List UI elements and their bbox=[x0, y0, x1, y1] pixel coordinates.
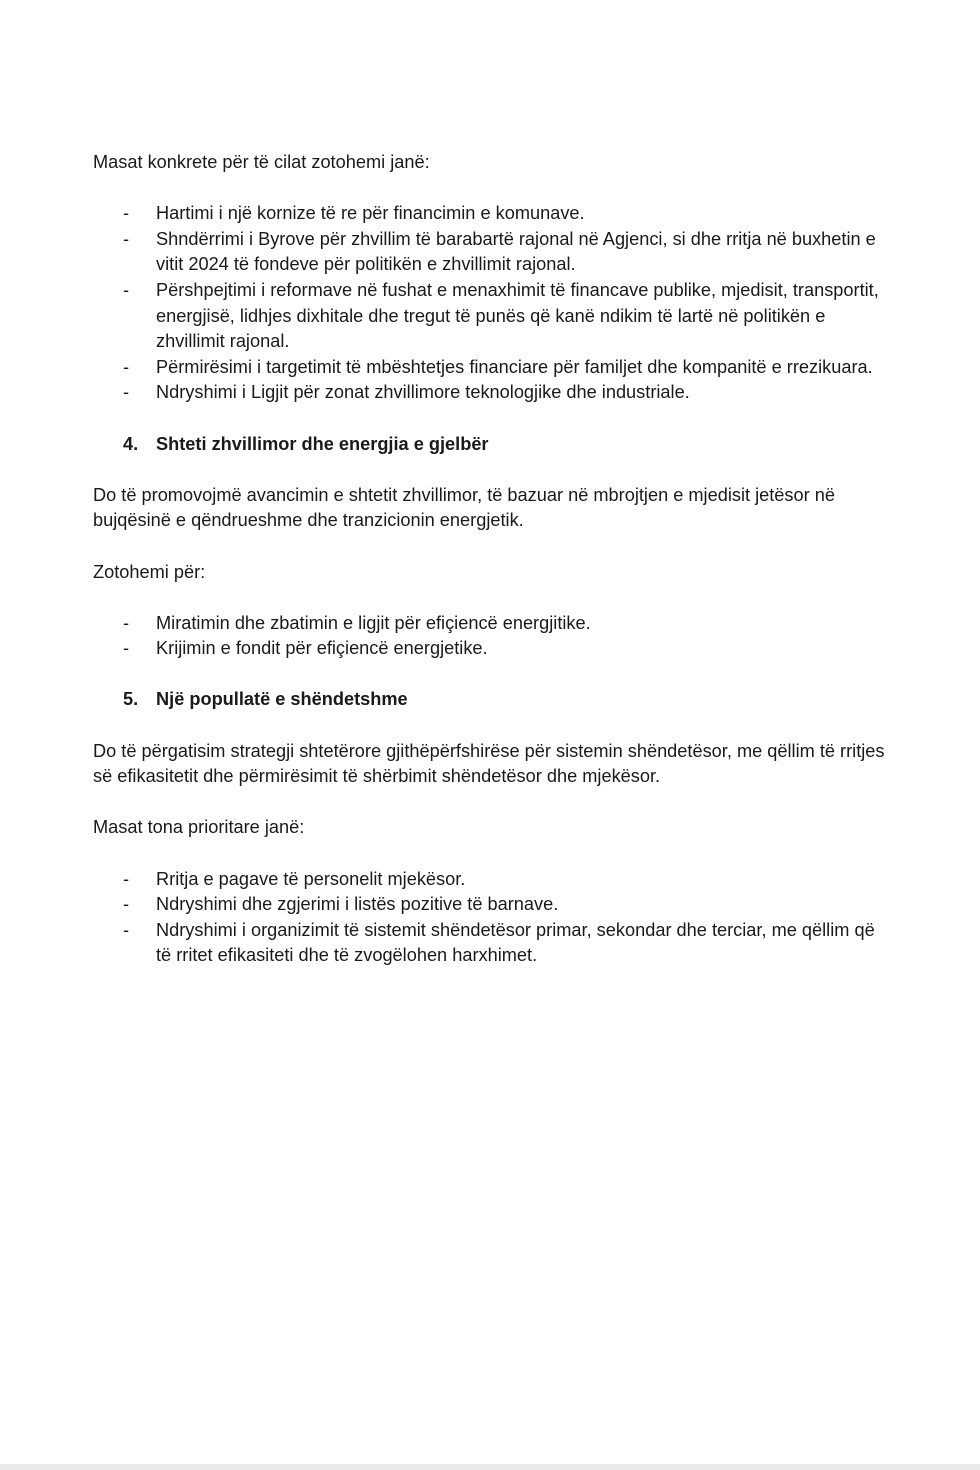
section-5-number: 5. bbox=[123, 689, 139, 710]
section-5-paragraph: Do të përgatisim strategji shtetërore gjithëpërfshirëse për sistemin shëndetësor, me qëllim të rritjes së efikasitetit dhe përmirësimit të shërbimit shëndetësor dhe mjekësor. bbox=[93, 740, 885, 787]
section-4-title: Shteti zhvillimor dhe energjia e gjelbër bbox=[156, 433, 489, 454]
list-item-text: Krijimin e fondit për efiçiencë energjetike. bbox=[156, 638, 488, 659]
list-item-text: Ndryshimi i Ligjit për zonat zhvillimore teknologjike dhe industriale. bbox=[156, 382, 690, 403]
list-item bbox=[93, 201, 893, 227]
list-item-text: Përshpejtimi i reformave në fushat e menaxhimit të financave publike, mjedisit, transportit, energjisë, lidhjes dixhitale dhe tregut të punës që kanë ndikim të lartë në politikën e zhvillimit rajonal. bbox=[156, 279, 879, 352]
bullet-dash: - bbox=[123, 919, 130, 940]
section-5-lead: Masat tona prioritare janë: bbox=[93, 817, 305, 838]
bullet-dash: - bbox=[123, 356, 130, 377]
bullet-dash: - bbox=[123, 868, 130, 889]
list-item-text: Rritja e pagave të personelit mjekësor. bbox=[156, 868, 466, 889]
document-body bbox=[93, 150, 893, 995]
bullet-dash: - bbox=[123, 203, 130, 224]
list-item-text: Hartimi i një kornize të re për financimin e komunave. bbox=[156, 203, 585, 224]
bullet-dash: - bbox=[123, 279, 130, 300]
bullet-dash: - bbox=[123, 638, 130, 659]
list-item bbox=[93, 918, 893, 969]
section-4-heading bbox=[93, 432, 893, 458]
list-item-text: Miratimin dhe zbatimin e ligjit për efiçiencë energjitike. bbox=[156, 612, 591, 633]
intro-paragraph: Masat konkrete për të cilat zotohemi janë: bbox=[93, 152, 430, 172]
list-item bbox=[93, 355, 893, 381]
section-4-paragraph: Do të promovojmë avancimin e shtetit zhvillimor, të bazuar në mbrojtjen e mjedisit jetësor në bujqësinë e qëndrueshme dhe tranzicionin energjetik. bbox=[93, 484, 835, 531]
list-item-text: Përmirësimi i targetimit të mbështetjes financiare për familjet dhe kompanitë e rrezikuara. bbox=[156, 356, 873, 377]
list-item-text: Shndërrimi i Byrove për zhvillim të barabartë rajonal në Agjenci, si dhe rritja në buxhetin e vitit 2024 të fondeve për politikën e zhvillimit rajonal. bbox=[156, 228, 876, 275]
section-4-number: 4. bbox=[123, 433, 139, 454]
section-5-list bbox=[93, 867, 893, 969]
bullet-dash: - bbox=[123, 382, 130, 403]
list-item-text: Ndryshimi dhe zgjerimi i listës pozitive të barnave. bbox=[156, 894, 559, 915]
section-5-title: Një popullatë e shëndetshme bbox=[156, 689, 408, 710]
section-4-lead: Zotohemi për: bbox=[93, 561, 206, 582]
page-bottom-edge bbox=[0, 1464, 980, 1470]
commitments-list bbox=[93, 201, 893, 406]
list-item bbox=[93, 380, 893, 406]
list-item bbox=[93, 278, 893, 355]
list-item-text: Ndryshimi i organizimit të sistemit shëndetësor primar, sekondar dhe terciar, me qëllim që të rritet efikasiteti dhe të zvogëlohen harxhimet. bbox=[156, 919, 875, 966]
bullet-dash: - bbox=[123, 228, 130, 249]
bullet-dash: - bbox=[123, 612, 130, 633]
list-item bbox=[93, 227, 893, 278]
list-item bbox=[93, 611, 893, 637]
bullet-dash: - bbox=[123, 894, 130, 915]
list-item bbox=[93, 636, 893, 662]
list-item bbox=[93, 892, 893, 918]
list-item bbox=[93, 867, 893, 893]
section-5-heading bbox=[93, 687, 893, 713]
section-4-list bbox=[93, 611, 893, 662]
